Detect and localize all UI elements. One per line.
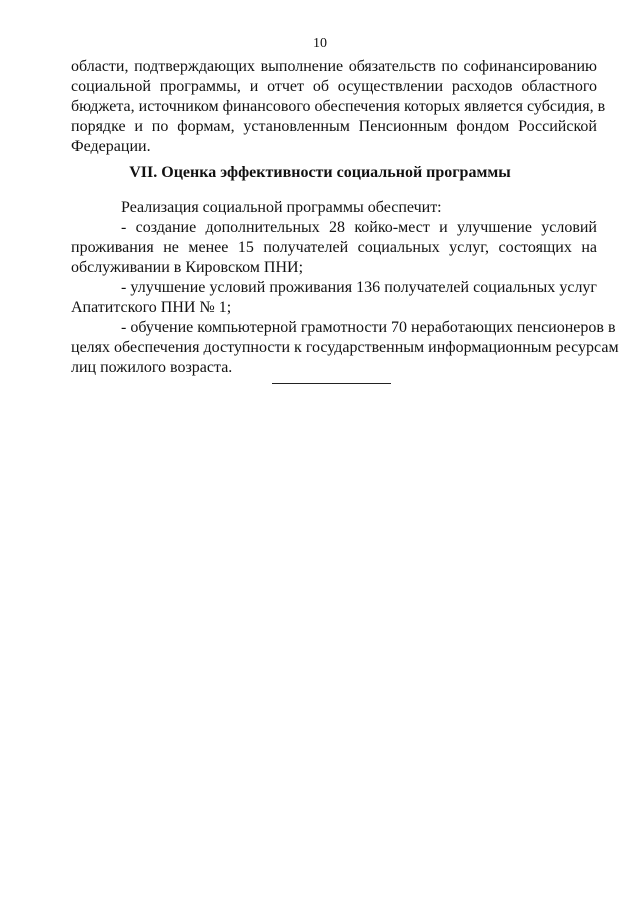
- paragraph-line: Федерации.: [71, 138, 151, 155]
- item-line: целях обеспечения доступности к государственным информационным ресурсам: [71, 339, 619, 356]
- paragraph-line: порядке и по формам, установленным Пенсионным фондом Российской: [71, 118, 597, 135]
- item-line: - обучение компьютерной грамотности 70 неработающих пенсионеров в: [121, 319, 616, 336]
- paragraph-line: области, подтверждающих выполнение обязательств по софинансированию: [71, 58, 597, 75]
- intro-line: Реализация социальной программы обеспечит:: [121, 199, 442, 216]
- end-divider: [272, 383, 391, 384]
- paragraph-line: бюджета, источником финансового обеспечения которых является субсидия, в: [71, 98, 606, 115]
- item-line: проживания не менее 15 получателей социальных услуг, состоящих на: [71, 239, 597, 256]
- item-line: обслуживании в Кировском ПНИ;: [71, 259, 304, 276]
- paragraph-line: социальной программы, и отчет об осуществлении расходов областного: [71, 78, 597, 95]
- page-number: 10: [313, 36, 327, 51]
- item-line: - создание дополнительных 28 койко-мест и улучшение условий: [121, 219, 597, 236]
- section-heading: VII. Оценка эффективности социальной программы: [129, 164, 511, 181]
- item-line: - улучшение условий проживания 136 получателей социальных услуг: [121, 279, 597, 296]
- list-item: [71, 278, 597, 318]
- item-line: Апатитского ПНИ № 1;: [71, 299, 232, 316]
- section-body: [71, 198, 619, 378]
- item-line: лиц пожилого возраста.: [71, 359, 233, 376]
- list-item: [71, 318, 619, 378]
- top-paragraph: [71, 57, 606, 157]
- list-item: [71, 218, 597, 278]
